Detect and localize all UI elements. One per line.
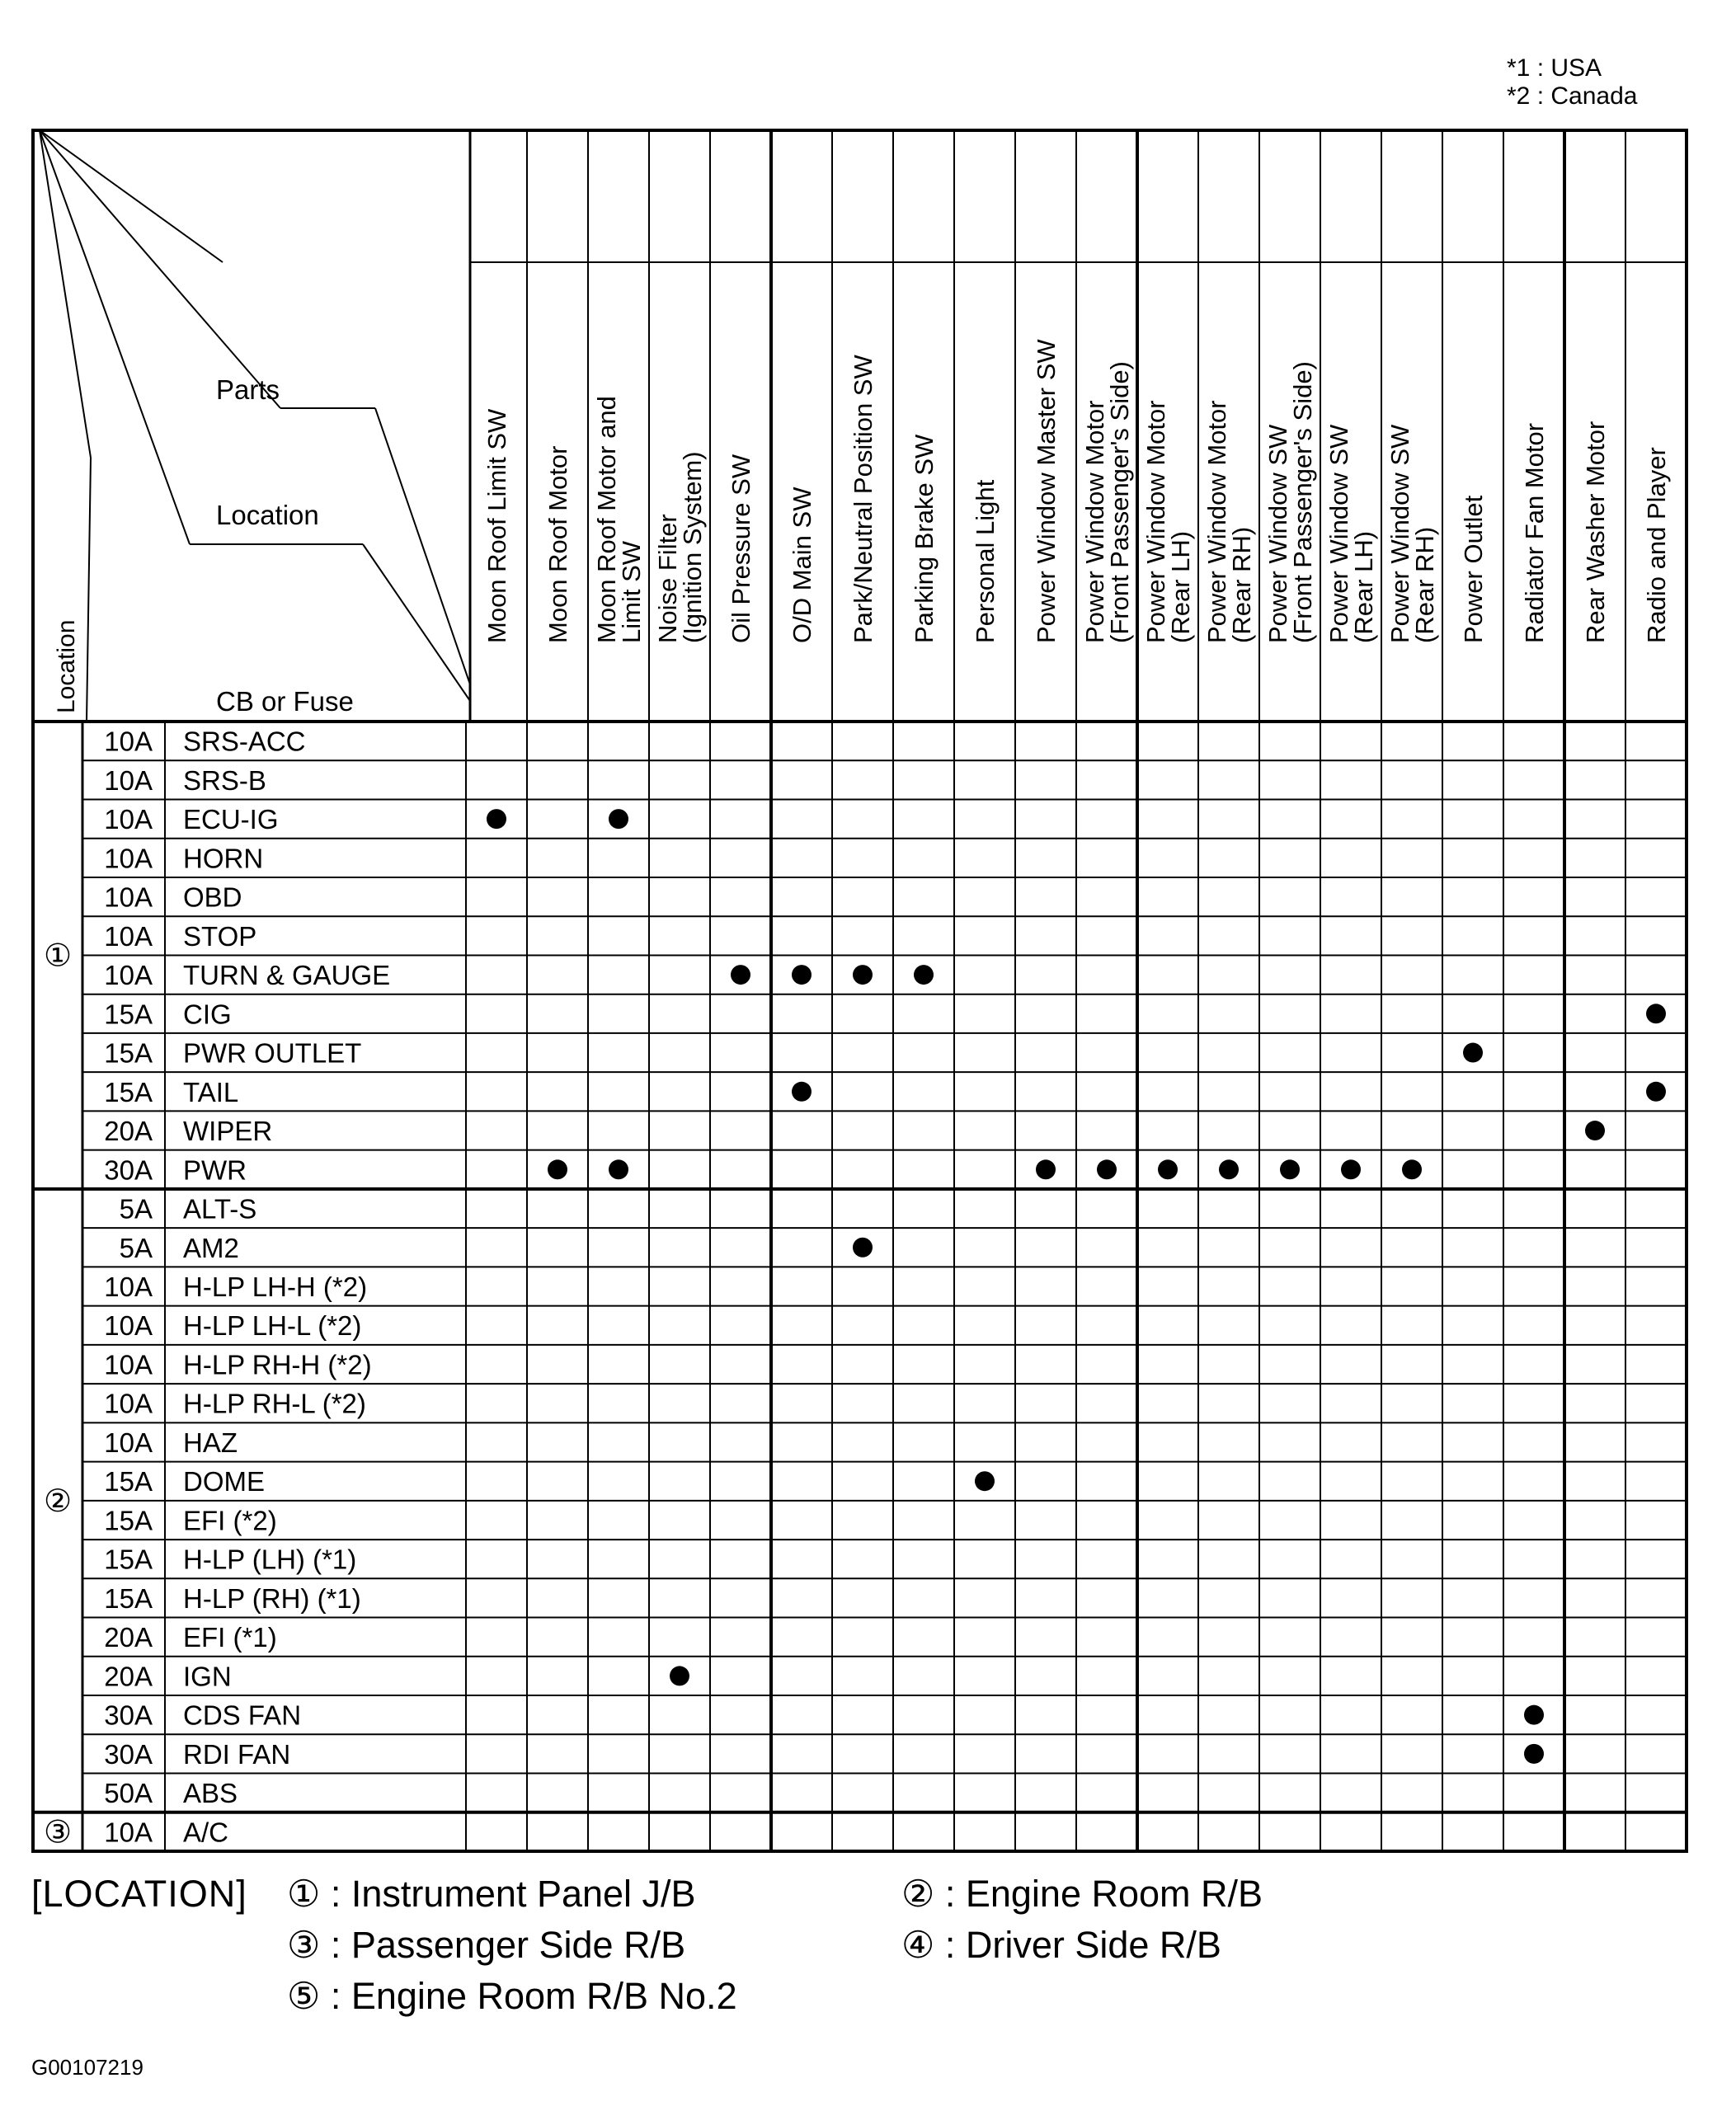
row-fuse: H-LP (RH) (*1) [183,1582,361,1614]
row-amp: 15A [104,1037,153,1069]
row-fuse: H-LP LH-L (*2) [183,1310,362,1342]
row-fuse: WIPER [183,1116,273,1147]
legend-item-4: ④ : Driver Side R/B [901,1924,1221,1966]
row-amp: 15A [104,1505,153,1536]
row-fuse: ECU-IG [183,804,279,835]
column-header: Rear Washer Motor [1581,421,1610,643]
column-header: Power Window Master SW [1032,339,1061,643]
column-header: (Rear LH) [1166,530,1195,643]
column-header: Power Window Motor [1080,400,1109,643]
row-location: ① [43,938,73,974]
connection-dot [1646,1004,1666,1023]
row-fuse: H-LP RH-H (*2) [183,1349,372,1380]
row-amp: 10A [104,843,153,874]
connection-dot [1341,1159,1361,1179]
column-header: (Rear LH) [1349,530,1378,643]
row-amp: 10A [104,881,153,913]
row-amp: 15A [104,1076,153,1107]
column-header: Oil Pressure SW [727,454,755,643]
column-header: (Rear RH) [1227,526,1256,643]
footnote-usa: *1 : USA [1507,54,1602,82]
connection-dot [487,809,506,829]
row-amp: 5A [119,1232,153,1263]
column-header: (Ignition System) [678,451,707,643]
legend-item-5: ⑤ : Engine Room R/B No.2 [287,1975,737,2017]
connection-dot [792,965,812,985]
connection-dot [975,1471,995,1491]
corner-diagonal [363,544,470,701]
figure-id: G00107219 [31,2055,143,2080]
connection-dot [1097,1159,1117,1179]
corner-diagonal [40,130,223,262]
row-fuse: A/C [183,1817,229,1848]
row-amp: 30A [104,1700,153,1731]
legend-item-3: ③ : Passenger Side R/B [287,1924,686,1966]
row-fuse: CDS FAN [183,1700,302,1731]
row-amp: 15A [104,1544,153,1575]
connection-dot [1219,1159,1239,1179]
connection-dot [1585,1121,1605,1140]
column-header: Power Window SW [1386,424,1414,643]
row-amp: 10A [104,726,153,757]
row-amp: 30A [104,1738,153,1770]
row-fuse: DOME [183,1466,265,1497]
column-header: Personal Light [971,479,1000,643]
row-fuse: AM2 [183,1232,239,1263]
row-amp: 10A [104,1388,153,1419]
row-fuse: SRS-B [183,764,266,796]
column-header: Power Window Motor [1202,400,1231,643]
connection-dot [853,965,873,985]
connection-dot [670,1666,689,1685]
column-header: Power Window Motor [1141,400,1170,643]
column-header: Moon Roof Motor and [592,396,621,643]
legend-tag: [LOCATION] [31,1873,247,1915]
row-location: ② [43,1483,73,1519]
header-cb-fuse-label: CB or Fuse [216,686,354,717]
row-amp: 10A [104,1349,153,1380]
row-fuse: ALT-S [183,1193,257,1225]
row-fuse: IGN [183,1661,232,1692]
legend-item-2: ② : Engine Room R/B [901,1873,1263,1915]
row-fuse: SRS-ACC [183,726,306,757]
row-fuse: TAIL [183,1076,239,1107]
row-amp: 15A [104,1466,153,1497]
row-amp: 10A [104,960,153,991]
row-amp: 20A [104,1661,153,1692]
row-fuse: EFI (*1) [183,1622,277,1653]
row-fuse: RDI FAN [183,1738,291,1770]
column-header: Power Window SW [1324,424,1353,643]
column-header: (Front Passenger's Side) [1105,361,1134,643]
corner-diagonal [87,458,91,722]
legend-item-1: ① : Instrument Panel J/B [287,1873,696,1915]
row-amp: 5A [119,1193,153,1225]
column-header: Radiator Fan Motor [1520,422,1549,643]
column-header: Power Outlet [1459,495,1488,643]
row-fuse: EFI (*2) [183,1505,277,1536]
connection-dot [609,1159,628,1179]
row-amp: 15A [104,1582,153,1614]
connection-dot [1524,1744,1544,1764]
row-amp: 30A [104,1154,153,1186]
column-header: Power Window SW [1263,424,1292,643]
corner-diagonal [375,408,470,684]
column-header: Moon Roof Motor [543,445,572,643]
row-fuse: STOP [183,920,257,952]
row-amp: 10A [104,1817,153,1848]
row-amp: 20A [104,1622,153,1653]
connection-dot [731,965,750,985]
connection-dot [1036,1159,1056,1179]
connection-dot [792,1082,812,1102]
header-location-label: Location [216,500,319,530]
column-header: Moon Roof Limit SW [482,408,511,643]
row-amp: 10A [104,1272,153,1302]
header-left-location-label: Location [53,619,80,713]
connection-dot [1463,1043,1483,1063]
row-amp: 50A [104,1778,153,1809]
row-fuse: PWR [183,1154,247,1186]
connection-dot [1402,1159,1422,1179]
row-amp: 10A [104,1427,153,1458]
connection-dot [1158,1159,1178,1179]
row-amp: 10A [104,1310,153,1342]
row-fuse: OBD [183,881,242,913]
header-parts-label: Parts [216,374,280,405]
row-fuse: PWR OUTLET [183,1037,362,1069]
row-amp: 10A [104,764,153,796]
row-fuse: H-LP (LH) (*1) [183,1544,357,1575]
row-fuse: H-LP LH-H (*2) [183,1272,368,1302]
connection-dot [1280,1159,1300,1179]
row-fuse: HAZ [183,1427,238,1458]
row-fuse: TURN & GAUGE [183,960,391,991]
corner-diagonal [40,130,190,544]
row-fuse: HORN [183,843,264,874]
row-amp: 10A [104,920,153,952]
row-amp: 20A [104,1116,153,1147]
column-header: O/D Main SW [788,487,816,643]
column-header: (Rear RH) [1410,526,1439,643]
row-location: ③ [43,1815,73,1850]
row-amp: 10A [104,804,153,835]
column-header: Radio and Player [1642,447,1671,643]
column-header: Noise Filter [653,514,682,643]
footnote-canada: *2 : Canada [1507,82,1638,110]
row-fuse: CIG [183,999,232,1030]
connection-dot [548,1159,567,1179]
row-fuse: H-LP RH-L (*2) [183,1388,366,1419]
column-header: Limit SW [617,541,646,643]
row-fuse: ABS [183,1778,238,1809]
connection-dot [609,809,628,829]
column-header: Parking Brake SW [910,434,939,643]
row-amp: 15A [104,999,153,1030]
column-header: (Front Passenger's Side) [1288,361,1317,643]
connection-dot [914,965,934,985]
column-header: Park/Neutral Position SW [849,355,877,643]
connection-dot [1524,1705,1544,1725]
connection-dot [1646,1082,1666,1102]
connection-dot [853,1238,873,1258]
